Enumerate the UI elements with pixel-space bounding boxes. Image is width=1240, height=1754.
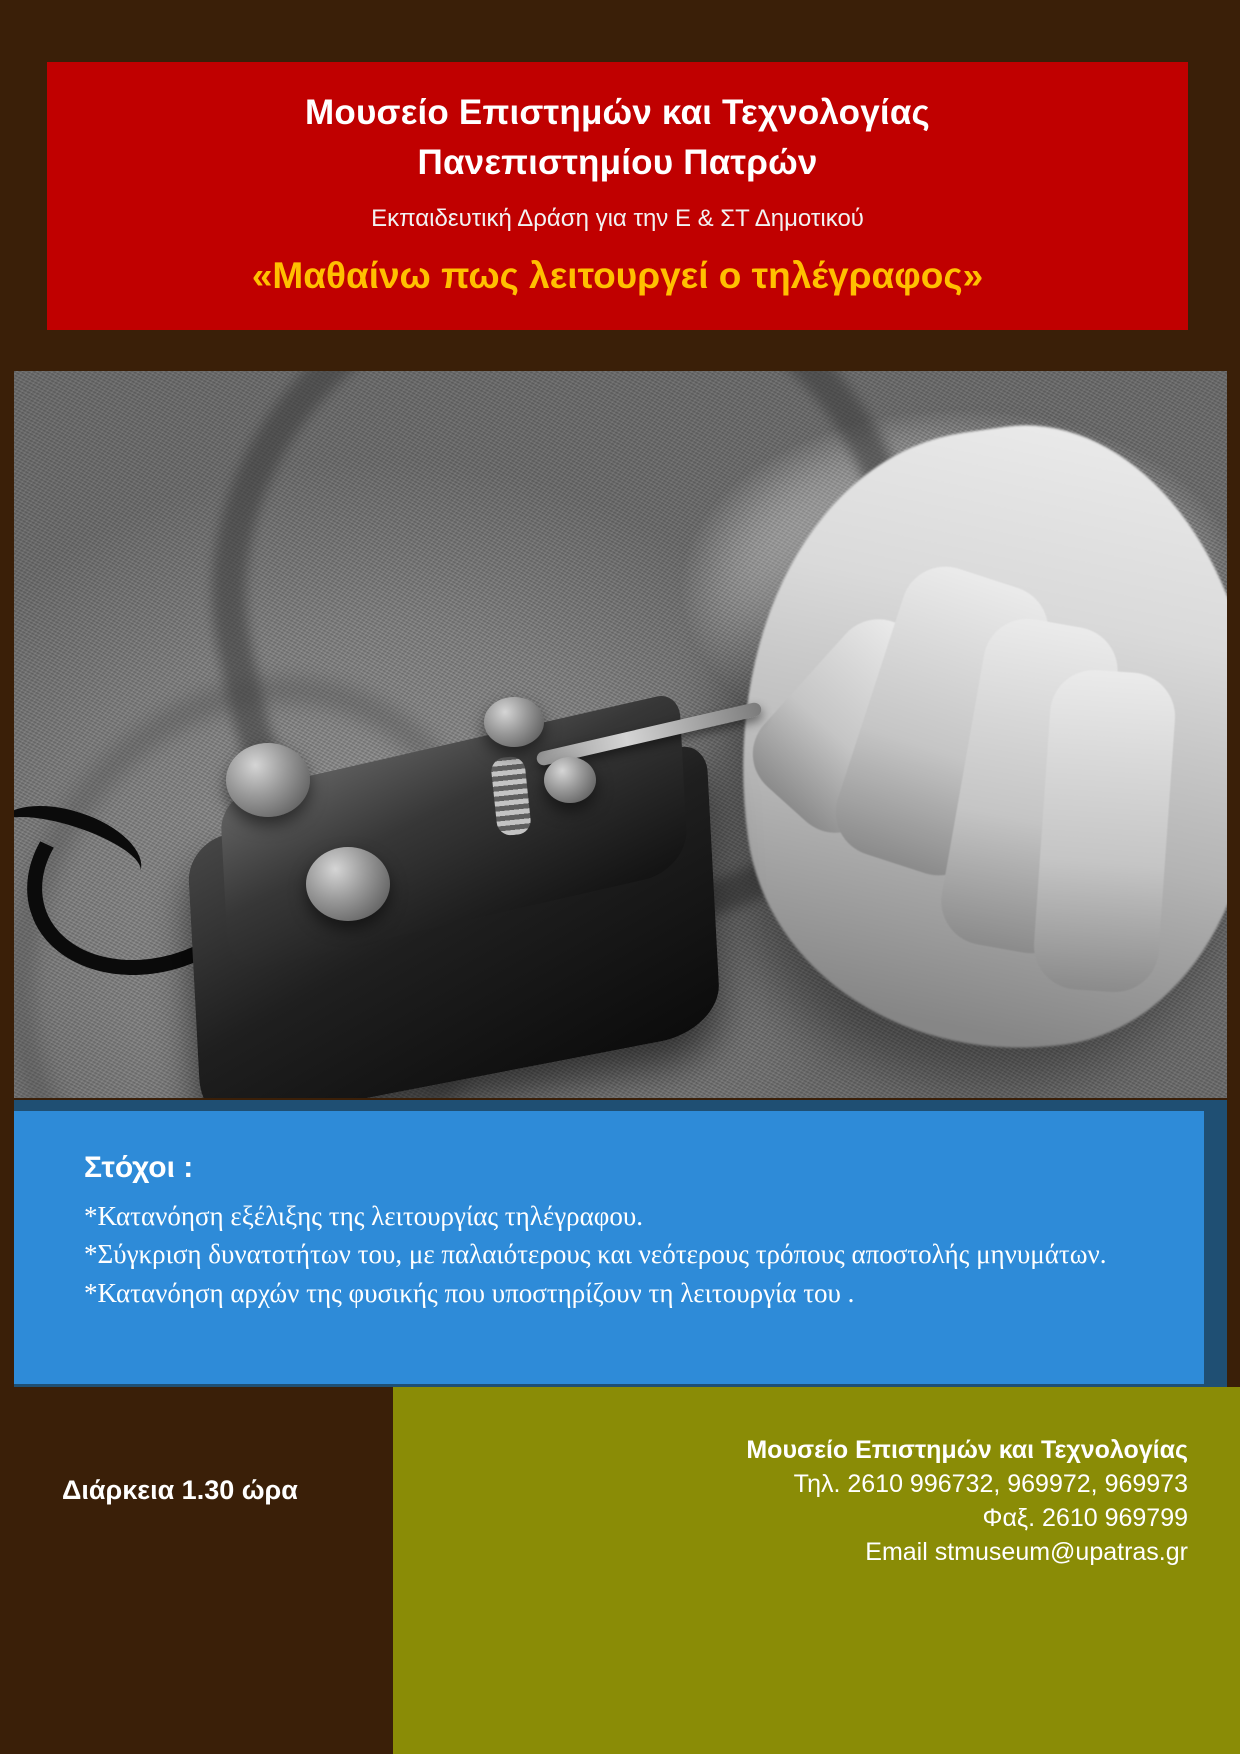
contact-museum-name: Μουσείο Επιστημών και Τεχνολογίας — [746, 1436, 1188, 1464]
telegraph-knob-right — [544, 757, 596, 803]
goals-panel — [14, 1111, 1204, 1384]
goal-item: *Σύγκριση δυνατοτήτων του, με παλαιότερους και νεότερους τρόπους αποστολής μηνυμάτων. — [84, 1239, 1107, 1270]
header-title-line1: Μουσείο Επιστημών και Τεχνολογίας — [305, 93, 930, 132]
contact-fax: Φαξ. 2610 969799 — [982, 1504, 1188, 1532]
finger-ring — [1031, 667, 1178, 995]
contact-email[interactable]: Email stmuseum@upatras.gr — [865, 1538, 1188, 1566]
telegraph-photo — [14, 371, 1227, 1098]
header-subtitle: Εκπαιδευτική Δράση για την Ε & ΣΤ Δημοτικού — [371, 205, 864, 233]
goals-title: Στόχοι : — [84, 1151, 194, 1184]
telegraph-knob-top — [484, 697, 544, 747]
photo-background — [14, 371, 1227, 1098]
goal-item: *Κατανόηση αρχών της φυσικής που υποστηρίζουν τη λειτουργία του . — [84, 1277, 855, 1308]
header-quote: «Μαθαίνω πως λειτουργεί ο τηλέγραφος» — [251, 254, 984, 296]
telegraph-knob-left — [226, 743, 310, 817]
goal-item: *Κατανόηση εξέλιξης της λειτουργίας τηλέγραφου. — [84, 1201, 643, 1231]
footer-left-block — [0, 1387, 393, 1754]
contact-block — [393, 1387, 1240, 1754]
header-title-line2: Πανεπιστημίου Πατρών — [417, 142, 818, 182]
contact-phone: Τηλ. 2610 996732, 969972, 969973 — [793, 1470, 1188, 1498]
duration-label: Διάρκεια 1.30 ώρα — [62, 1475, 298, 1505]
header-banner — [47, 62, 1188, 330]
telegraph-knob-front — [306, 847, 390, 921]
